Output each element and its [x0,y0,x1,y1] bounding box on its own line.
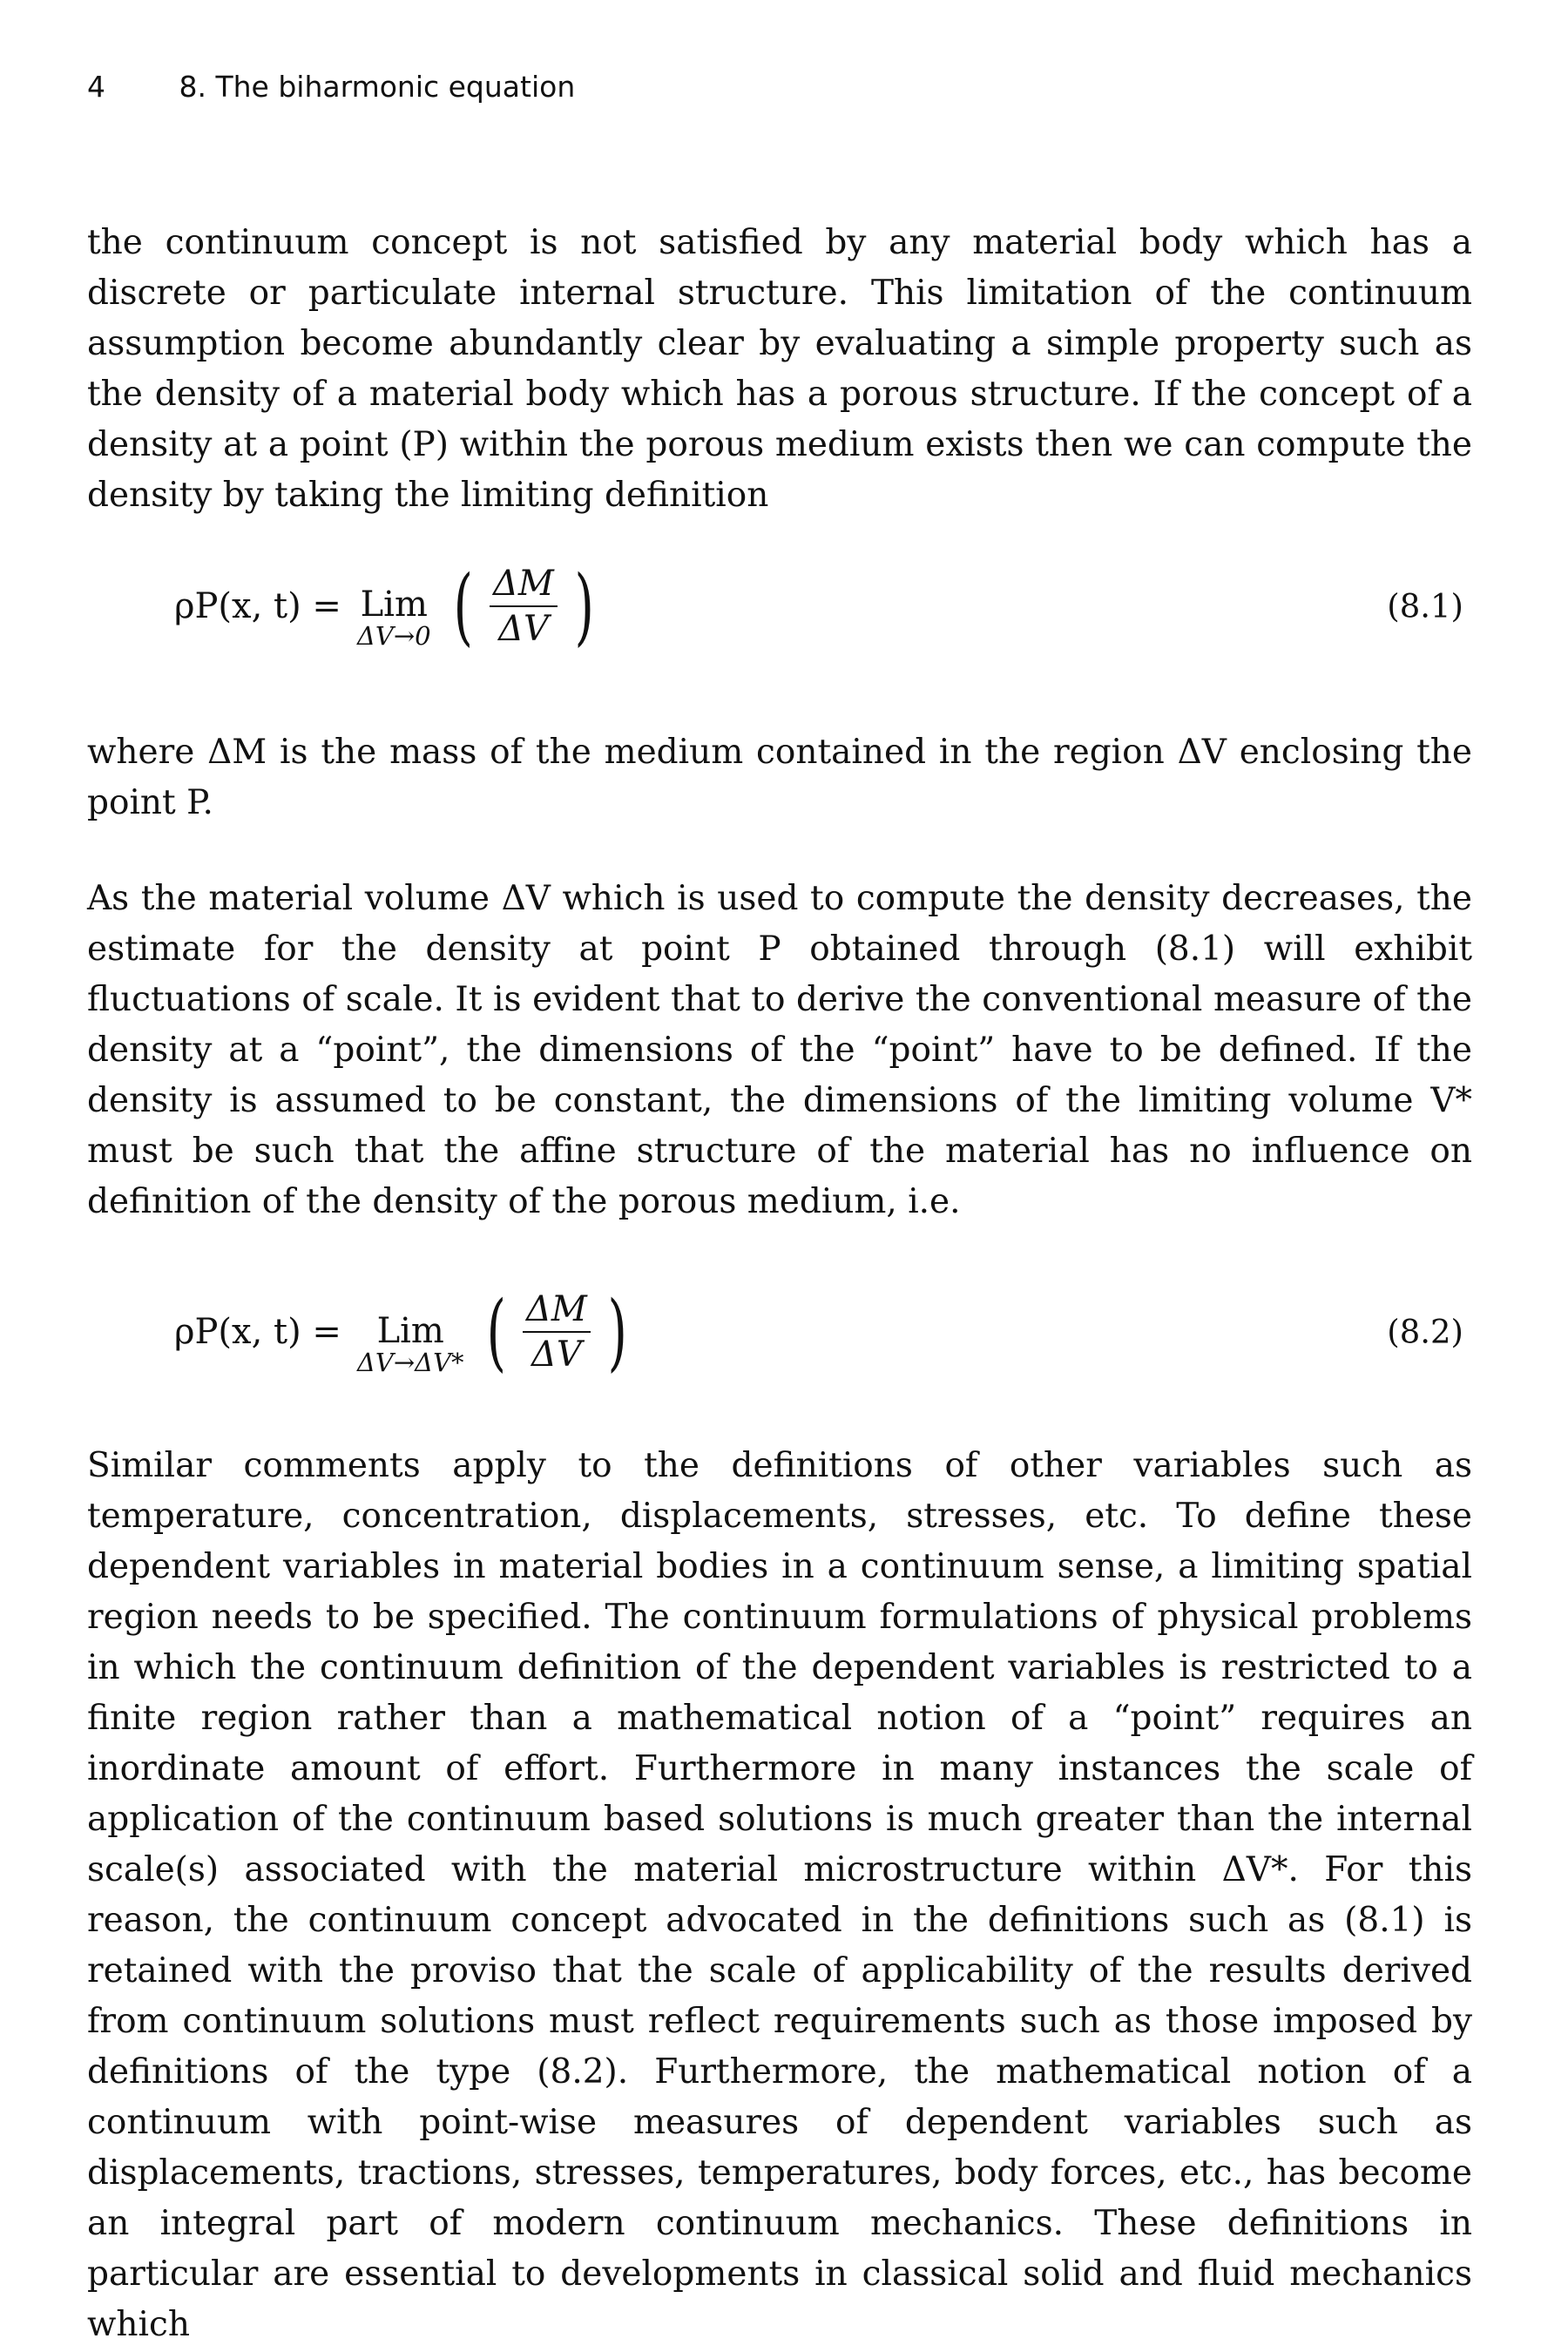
limit-operator [356,1310,464,1377]
running-head [87,52,1472,122]
limit-subscript: ΔV→ΔV* [356,1347,464,1377]
page-number: 4 [87,70,105,104]
limit-word: Lim [376,1310,444,1351]
right-paren: ) [574,557,594,655]
equation-number: (8.2) [1387,1313,1463,1351]
fraction [523,1291,591,1373]
book-page [87,52,1472,2350]
paragraph-volume-fluctuation: As the material volume ΔV which is used to compute the density decreases, the estimate for the density at point P obtained through (8.1) will exhibit fluctuations of scale. It is evident that to derive the conventional measure of the density at a “point”, the dimensions of the “point” have to be defined. If the density is assumed to be constant, the dimensions of the limiting volume V* must be such that the affine structure of the material has no influence on definition of the density of the porous medium, i.e. [87,879,1472,1221]
right-paren: ) [607,1283,627,1381]
paragraph-other-variables: Similar comments apply to the definitions of other variables such as temperature, concentration, displacements, stresses, etc. To define these dependent variables in material bodies in a continuum sense, a limiting spatial region needs to be specified. The continuum formulations of physical problems in which the continuum definition of the dependent variables is restricted to a finite region rather than a mathematical notion of a “point” requires an inordinate amount of effort. Furthermore in many instances the scale of application of the continuum based solutions is much greater than the internal scale(s) associated with the material microstructure within ΔV*. For this reason, the continuum concept advocated in the definitions such as (8.1) is retained with the proviso that the scale of applicability of the results derived from continuum solutions must reflect requirements such as those imposed by definitions of the type (8.2). Furthermore, the mathematical notion of a continuum with point-wise measures of dependent variables such as displacements, tractions, stresses, temperatures, body forces, etc., has become an integral part of modern continuum mechanics. These definitions in particular are essential to developments in classical solid and fluid mechanics which [87,1446,1472,2344]
left-paren: ( [486,1283,506,1381]
paragraph-continuum-concept: the continuum concept is not satisfied by any material body which has a discrete or particulate internal structure. This limitation of the continuum assumption become abundantly clear by evaluating a simple property such as the density of a material body which has a porous structure. If the concept of a density at a point (P) within the porous medium exists then we can compute the density by taking the limiting definition [87,223,1472,515]
fraction-numerator: ΔM [523,1291,591,1333]
equation-number: (8.1) [1387,587,1463,625]
equation-lhs: ρP(x, t) = [174,585,341,626]
limit-subscript: ΔV→0 [356,621,431,651]
equation-8-2 [87,1236,1472,1428]
running-title: 8. The biharmonic equation [179,70,576,104]
paragraph-mass-definition: where ΔM is the mass of the medium contained in the region ΔV enclosing the point P. [87,733,1472,822]
limit-word: Lim [360,585,428,625]
equation-lhs: ρP(x, t) = [174,1312,341,1352]
fraction-numerator: ΔM [490,565,558,607]
fraction-denominator: ΔV [531,1335,582,1375]
left-paren: ( [453,557,473,655]
limit-operator [357,587,431,649]
fraction [490,565,558,647]
fraction-denominator: ΔV [498,608,549,649]
equation-8-1 [87,530,1472,682]
